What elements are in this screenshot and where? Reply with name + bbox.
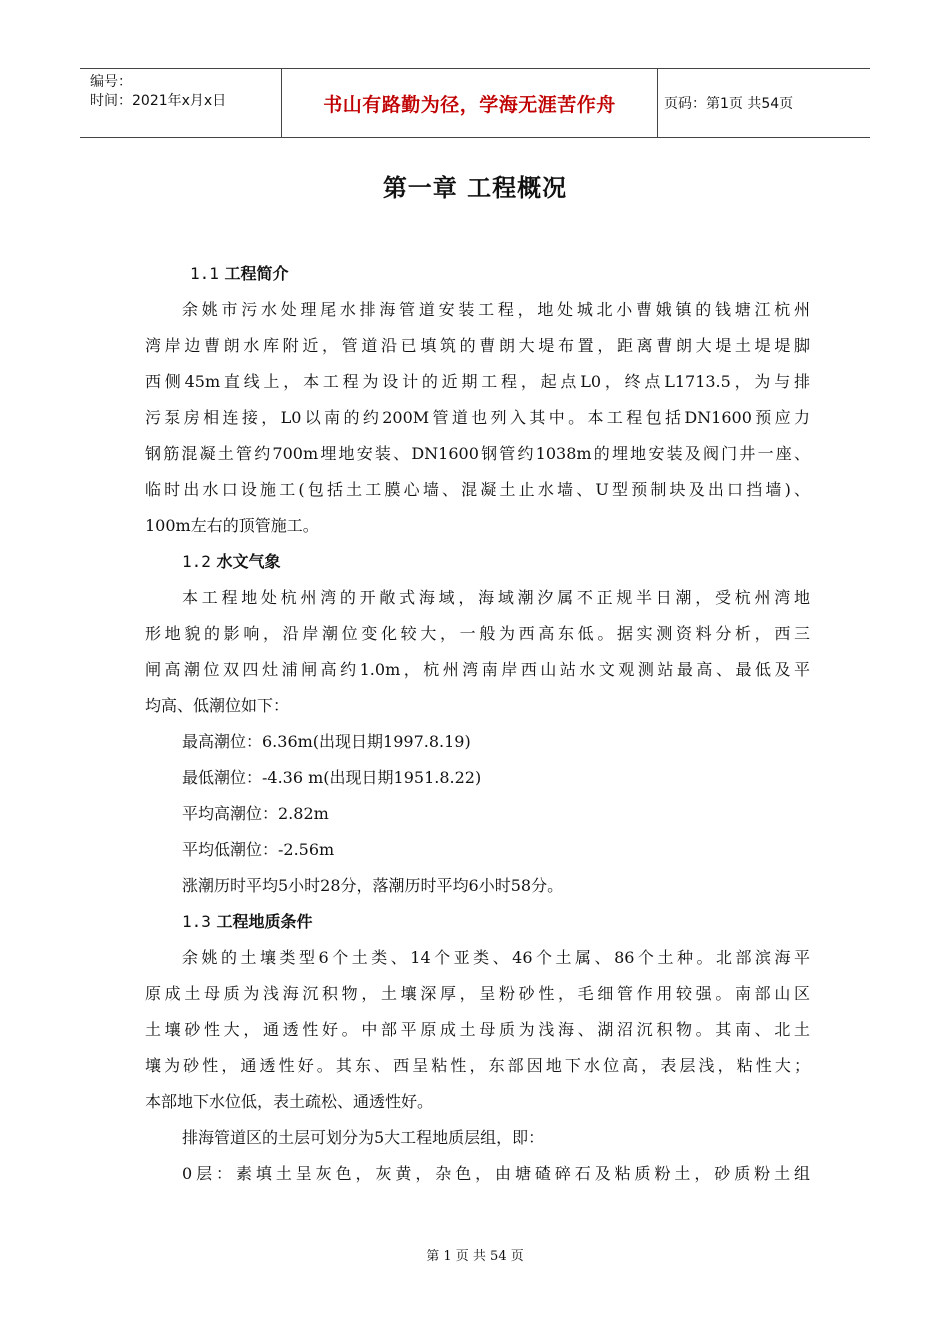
document-body [145,256,810,1192]
paragraph-line: 100m左右的顶管施工。 [145,516,319,535]
paragraph-line: 形地貌的影响，沿岸潮位变化较大，一般为西高东低。据实测资料分析，西三 [145,624,810,643]
tide-item: 最低潮位：-4.36 m(出现日期1951.8.22) [182,768,482,787]
section-number: 1.2 [182,552,211,571]
paragraph-line: 闸高潮位双四灶浦闸高约1.0m，杭州湾南岸西山站水文观测站最高、最低及平 [145,660,810,679]
paragraph-line: 临时出水口设施工(包括土工膜心墙、混凝土止水墙、U型预制块及出口挡墙)、 [145,480,810,499]
paragraph-line: 均高、低潮位如下： [145,696,290,715]
paragraph-line: 西侧45m直线上，本工程为设计的近期工程，起点L0，终点L1713.5，为与排 [145,372,810,391]
document-date: 时间：2021年x月x日 [90,93,227,109]
section-title: 工程地质条件 [216,912,313,931]
paragraph-line: 钢筋混凝土管约700m埋地安装、DN1600钢管约1038m的埋地安装及阀门井一座、 [145,444,810,463]
header-motto: 书山有路勤为径，学海无涯苦作舟 [282,69,658,137]
paragraph-line: 土壤砂性大，通透性好。中部平原成土母质为浅海、湖沼沉积物。其南、北土 [145,1020,810,1039]
section-title: 工程简介 [224,264,289,283]
header-meta [80,69,282,137]
page-footer: 第 1 页 共 54 页 [426,1249,524,1264]
paragraph-line: 余姚市污水处理尾水排海管道安装工程，地处城北小曹娥镇的钱塘江杭州 [182,300,810,319]
section-heading-1-3 [145,904,810,940]
section-heading-1-2 [145,544,810,580]
chapter-title: 第一章 工程概况 [382,174,568,202]
paragraph-line: 原成土母质为浅海沉积物，土壤深厚，呈粉砂性，毛细管作用较强。南部山区 [145,984,810,1003]
paragraph-line: 本部地下水位低，表土疏松、通透性好。 [145,1092,434,1111]
header-page-code: 页码：第1页 共54页 [664,96,794,112]
document-number-label: 编号： [90,74,132,90]
section-heading-1-1 [145,256,810,292]
tide-item: 涨潮历时平均5小时28分，落潮历时平均6小时58分。 [182,876,564,895]
section-number: 1.1 [190,264,219,283]
section-title: 水文气象 [216,552,281,571]
paragraph-line: 余姚的土壤类型6个土类、14个亚类、46个土属、86个土种。北部滨海平 [182,948,810,967]
header-table [80,68,870,138]
paragraph-line: 湾岸边曹朗水库附近，管道沿已填筑的曹朗大堤布置，距离曹朗大堤土堤堤脚 [145,336,810,355]
tide-item: 最高潮位：6.36m(出现日期1997.8.19) [182,732,471,751]
paragraph-line: 排海管道区的土层可划分为5大工程地质层组，即： [182,1128,545,1147]
paragraph-line: 本工程地处杭州湾的开敞式海域，海域潮汐属不正规半日潮，受杭州湾地 [182,588,810,607]
paragraph-line: 0层：素填土呈灰色，灰黄，杂色，由塘碴碎石及粘质粉土，砂质粉土组 [182,1164,810,1183]
section-number: 1.3 [182,912,211,931]
paragraph-line: 壤为砂性，通透性好。其东、西呈粘性，东部因地下水位高，表层浅，粘性大； [145,1056,810,1075]
paragraph-line: 污泵房相连接，L0以南的约200M管道也列入其中。本工程包括DN1600预应力 [145,408,810,427]
tide-item: 平均低潮位：-2.56m [182,840,335,859]
tide-item: 平均高潮位：2.82m [182,804,329,823]
